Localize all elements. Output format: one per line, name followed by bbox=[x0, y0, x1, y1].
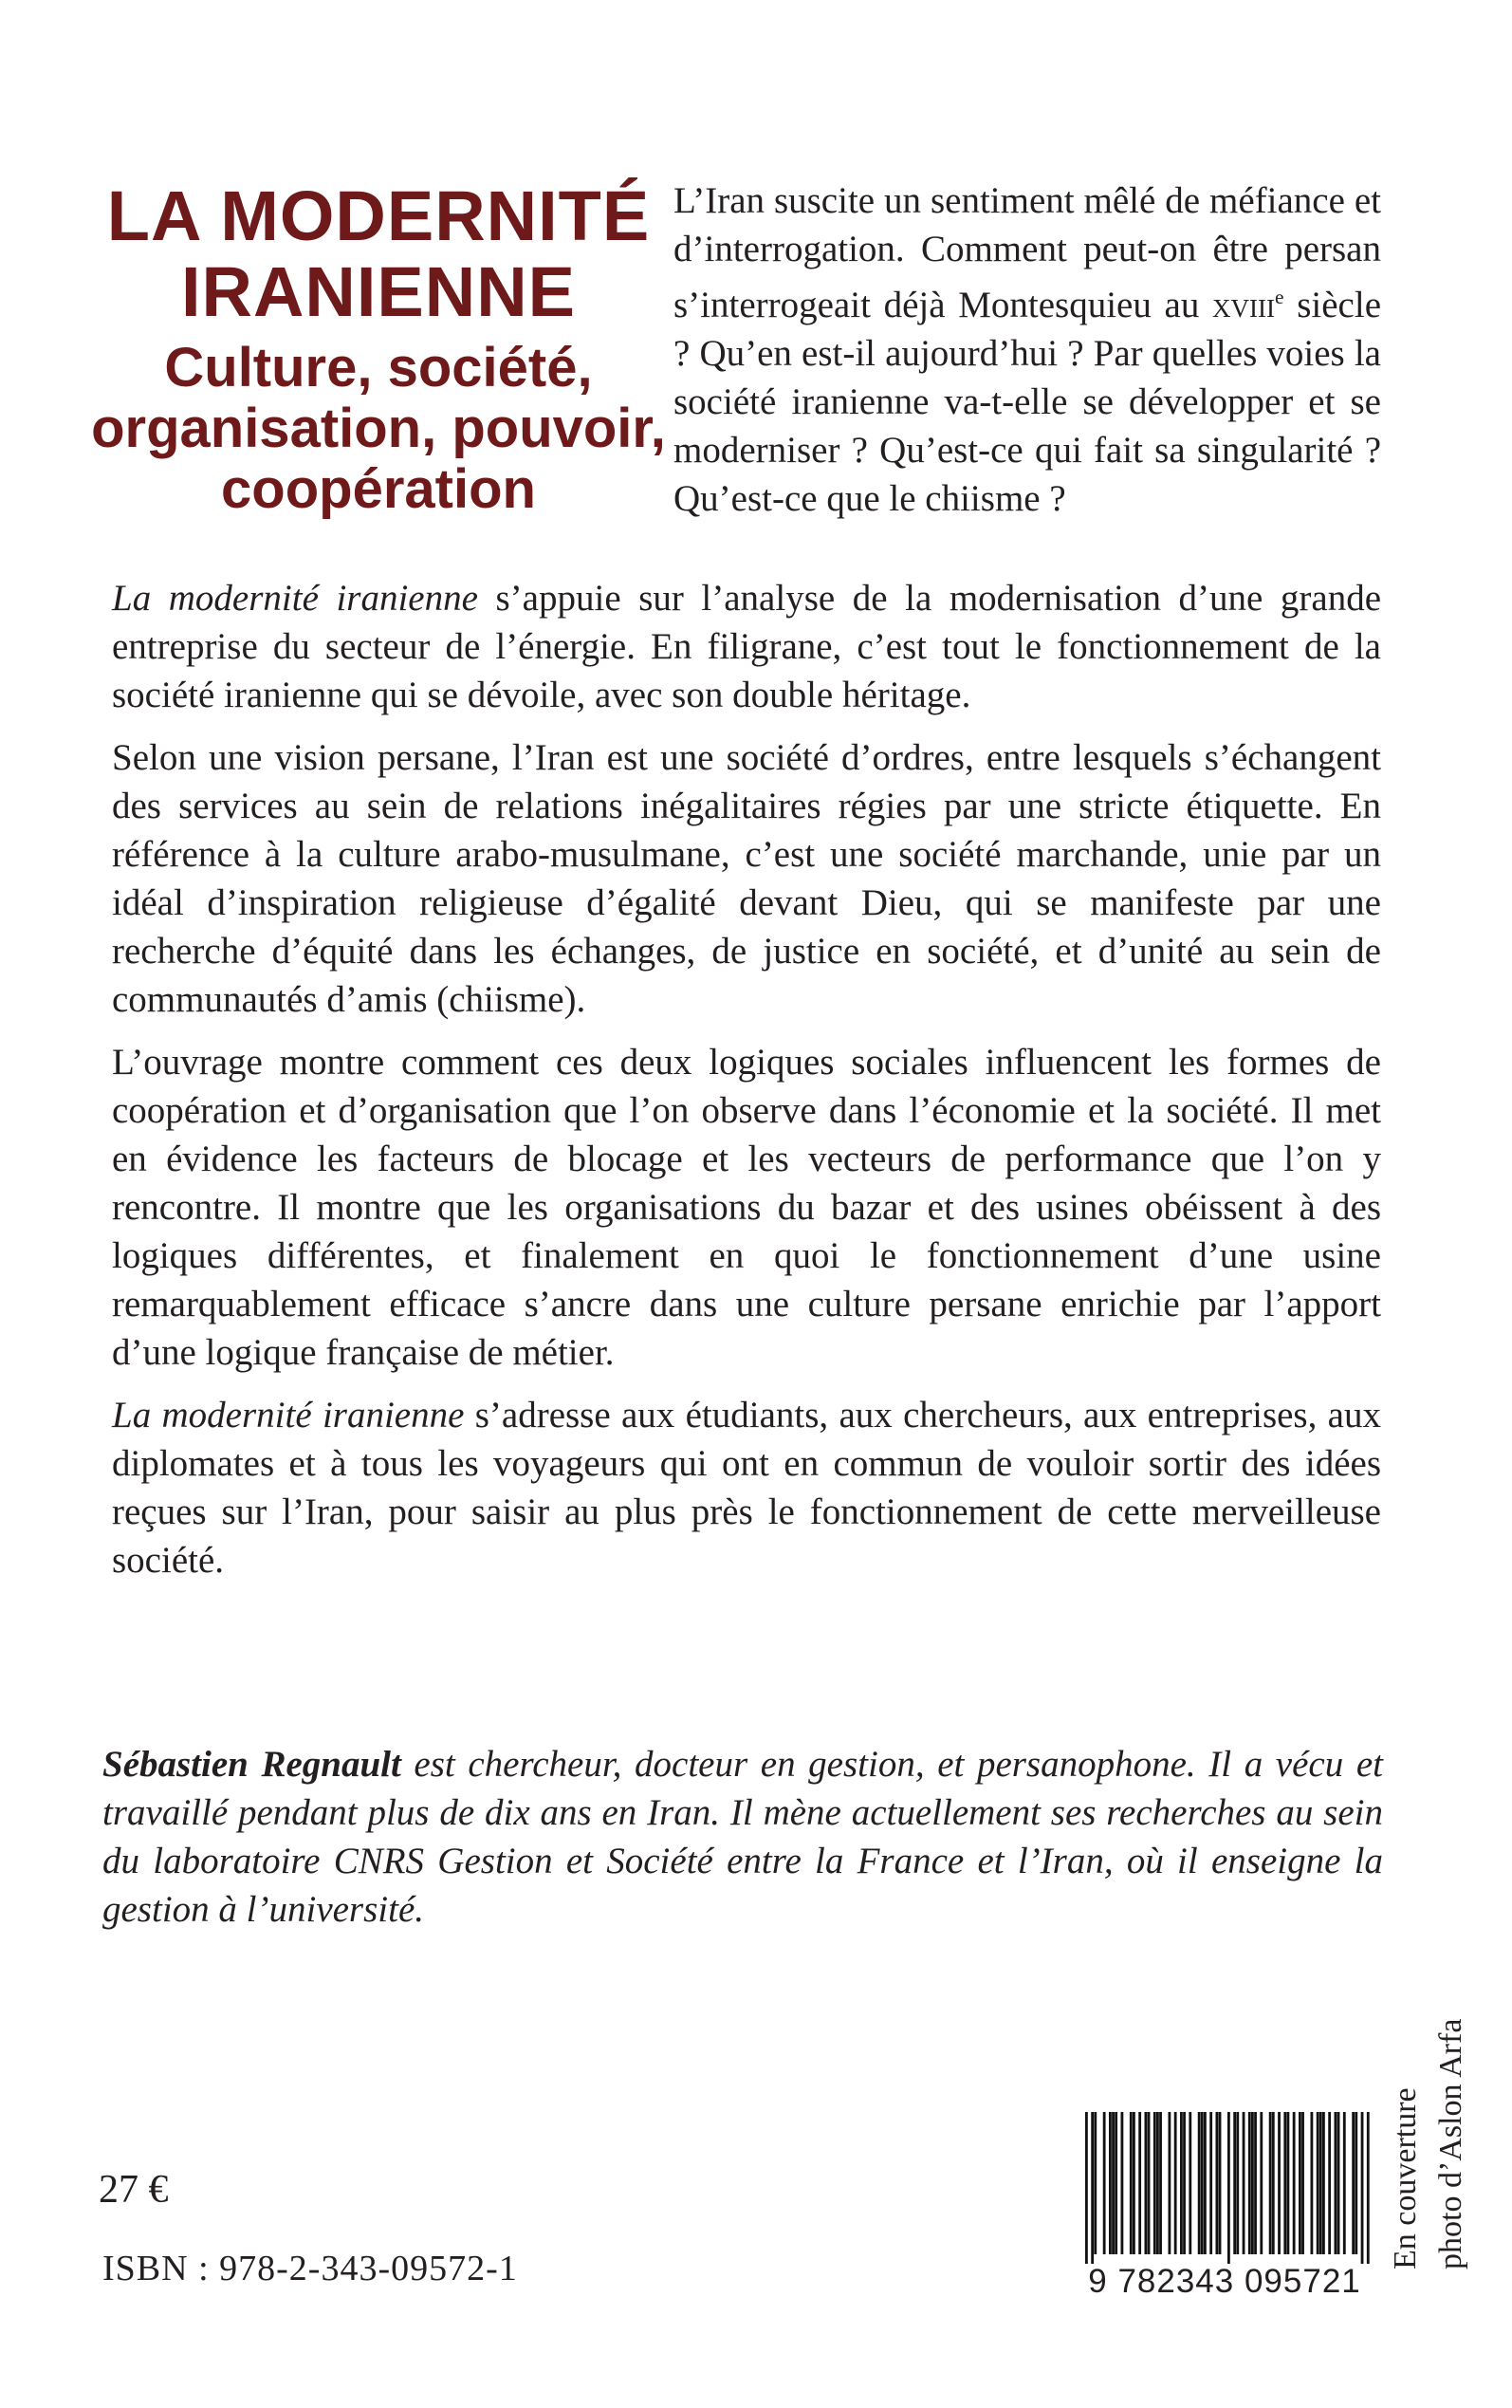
barcode-bar bbox=[1103, 2112, 1106, 2254]
barcode-bar bbox=[1189, 2112, 1191, 2254]
blurb-paragraph-3: L’ouvrage montre comment ces deux logiques sociales influencent les formes de coopération et d’organisation que l’on observe dans l’économie et la société. Il met en évidence les facteurs de blocage et les vecteurs de performance que l’on y rencontre. Il montre que les organisations du bazar et des usines obéissent à des logiques différentes, et finalement en quoi le fonctionnement d’une usine remarquablement efficace s’ancre dans une culture persane enrichie par l’apport d’une logique française de métier. bbox=[112, 1042, 1381, 1373]
blurb-paragraph-1 bbox=[112, 574, 1381, 719]
book-subtitle: Culture, société, organisation, pouvoir, coopération bbox=[91, 337, 666, 520]
barcode-bar bbox=[1174, 2112, 1177, 2254]
barcode-bar bbox=[1201, 2112, 1204, 2254]
barcode-bar bbox=[1094, 2112, 1097, 2254]
cover-credit-line-1: En couverture bbox=[1388, 2087, 1423, 2269]
barcode-bar bbox=[1248, 2112, 1251, 2254]
barcode-bar bbox=[1328, 2112, 1331, 2254]
blurb-paragraph-1-text: s’appuie sur l’analyse de la modernisation d’une grande entreprise du secteur de l’énergie. En filigrane, c’est tout le fonctionnement de la société iranienne qui se dévoile, avec son double héritage. bbox=[112, 578, 1381, 715]
book-title-italic: La modernité iranienne bbox=[112, 1395, 465, 1436]
barcode-bar bbox=[1227, 2112, 1230, 2264]
barcode-bar bbox=[1278, 2112, 1281, 2254]
barcode-bar bbox=[1367, 2112, 1370, 2264]
barcode-bar bbox=[1183, 2112, 1186, 2254]
barcode-bar bbox=[1109, 2112, 1112, 2254]
century-suffix: e bbox=[1275, 286, 1284, 308]
book-title: LA MODERNITÉ IRANIENNE bbox=[106, 176, 651, 331]
cover-credit-line-2: photo d’Aslon Arfa bbox=[1433, 2018, 1468, 2269]
barcode-bar bbox=[1156, 2112, 1159, 2254]
barcode-bar bbox=[1085, 2112, 1088, 2264]
barcode-bar bbox=[1343, 2112, 1346, 2254]
barcode-bar bbox=[1283, 2112, 1286, 2254]
barcode-bar bbox=[1301, 2112, 1304, 2254]
blurb-body bbox=[112, 574, 1381, 1599]
barcode-bar bbox=[1216, 2112, 1219, 2254]
author-bio bbox=[102, 1740, 1383, 1934]
barcode-bar bbox=[1233, 2112, 1236, 2254]
barcode-bar bbox=[1159, 2112, 1162, 2254]
century-numeral: xviii bbox=[1212, 285, 1276, 325]
barcode-bar bbox=[1243, 2112, 1245, 2254]
barcode-bar bbox=[1352, 2112, 1355, 2254]
barcode-bar bbox=[1121, 2112, 1124, 2254]
barcode-bar bbox=[1130, 2112, 1133, 2254]
barcode-bar bbox=[1198, 2112, 1201, 2254]
barcode-bar bbox=[1133, 2112, 1135, 2254]
barcode-bar bbox=[1317, 2112, 1319, 2254]
barcode-bar bbox=[1269, 2112, 1272, 2254]
barcode-bar bbox=[1148, 2112, 1151, 2254]
barcode-bar bbox=[1272, 2112, 1275, 2254]
title-block bbox=[85, 178, 672, 520]
barcode-bar bbox=[1115, 2112, 1117, 2254]
barcode-bar bbox=[1145, 2112, 1148, 2254]
barcode-bar bbox=[1319, 2112, 1322, 2254]
barcode-bar bbox=[1287, 2112, 1290, 2254]
author-bio-text: est chercheur, docteur en gestion, et persanophone. Il a vécu et travaillé pendant plus de dix ans en Iran. Il mène actuellement ses recherches au sein du laboratoire CNRS Gestion et Société entre la France et l’Iran, où il enseigne la gestion à l’université. bbox=[102, 1744, 1383, 1930]
isbn: ISBN : 978-2-343-09572-1 bbox=[102, 2249, 518, 2288]
barcode bbox=[1072, 2104, 1377, 2306]
barcode-bar bbox=[1251, 2112, 1254, 2254]
intro-text-start: L’Iran suscite un sentiment mêlé de méfiance et d’interrogation. Comment peut-on être persan s’interrogeait déjà Montesquieu au bbox=[673, 180, 1381, 325]
book-title-italic: La modernité iranienne bbox=[112, 578, 478, 619]
barcode-bar bbox=[1355, 2112, 1357, 2254]
barcode-bar bbox=[1260, 2112, 1263, 2254]
barcode-bar bbox=[1335, 2112, 1337, 2254]
blurb-paragraph-2: Selon une vision persane, l’Iran est une société d’ordres, entre lesquels s’échangent des services au sein de relations inégalitaires régies par une stricte étiquette. En référence à la culture arabo-musulmane, c’est une société marchande, unie par un idéal d’inspiration religieuse d’égalité devant Dieu, qui se manifeste par une recherche d’équité dans les échanges, de justice en société, et d’unité au sein de communautés d’amis (chiisme). bbox=[112, 737, 1381, 1020]
barcode-bar bbox=[1219, 2112, 1222, 2254]
barcode-bar bbox=[1204, 2112, 1207, 2254]
barcode-bar bbox=[1254, 2112, 1257, 2254]
price: 27 € bbox=[99, 2168, 169, 2212]
barcode-bar bbox=[1299, 2112, 1301, 2254]
barcode-bar bbox=[1337, 2112, 1340, 2254]
barcode-bar bbox=[1138, 2112, 1141, 2254]
barcode-bar bbox=[1322, 2112, 1325, 2254]
cover-credit bbox=[1383, 1985, 1491, 2269]
barcode-bar bbox=[1180, 2112, 1183, 2254]
barcode-bar bbox=[1112, 2112, 1115, 2254]
cover-credit-text bbox=[1383, 1985, 1474, 2269]
barcode-bar bbox=[1361, 2112, 1364, 2264]
intro-paragraph bbox=[673, 176, 1381, 523]
blurb-paragraph-4-text: s’adresse aux étudiants, aux chercheurs, aux entreprises, aux diplomates et à tous les voyageurs qui ont en commun de vouloir sortir des idées reçues sur l’Iran, pour saisir au plus près le fonctionnement de cette merveilleuse société. bbox=[112, 1395, 1381, 1581]
intro-text-end: siècle ? Qu’en est-il aujourd’hui ? Par quelles voies la société iranienne va-t-elle se développer et se moderniser ? Qu’est-ce qui fait sa singularité ? Qu’est-ce que le chiisme ? bbox=[673, 285, 1382, 519]
barcode-bar bbox=[1091, 2112, 1094, 2264]
barcode-bar bbox=[1293, 2112, 1296, 2254]
barcode-bar bbox=[1169, 2112, 1171, 2254]
barcode-bars bbox=[1085, 2112, 1370, 2264]
barcode-bar bbox=[1311, 2112, 1314, 2254]
author-name: Sébastien Regnault bbox=[102, 1744, 401, 1785]
blurb-paragraph-4 bbox=[112, 1391, 1381, 1584]
barcode-bar bbox=[1236, 2112, 1239, 2254]
barcode-bar bbox=[1153, 2112, 1156, 2254]
barcode-digits: 9 782343 095721 bbox=[1088, 2263, 1361, 2300]
barcode-bar bbox=[1209, 2112, 1212, 2254]
